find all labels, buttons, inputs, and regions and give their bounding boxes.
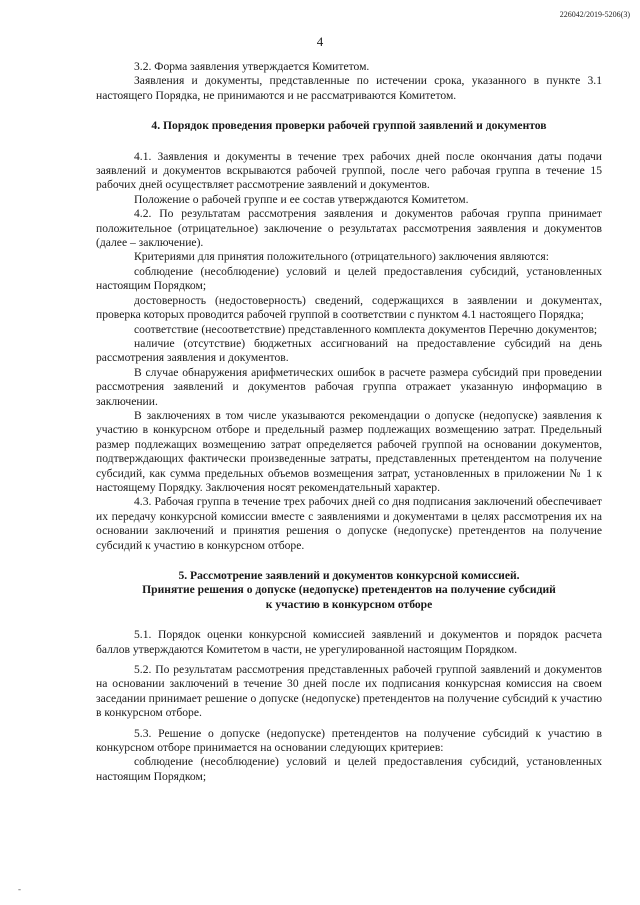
paragraph-arithmetic-errors: В случае обнаружения арифметических ошибок в расчете размера субсидий при проведении рассмотрения заявлений и документов рабочая группа отражает указанную информацию в заключении. xyxy=(96,365,602,408)
criterion-budget: наличие (отсутствие) бюджетных ассигнований на предоставление субсидий на день рассмотрения заявления и документов. xyxy=(96,336,602,365)
paragraph-criteria-intro: Критериями для принятия положительного (отрицательного) заключения являются: xyxy=(134,250,549,264)
paragraph-4-3: 4.3. Рабочая группа в течение трех рабочих дней со дня подписания заключений обеспечивает их передачу конкурсной комиссии вместе с заявлениями и документами в целях рассмотрения их на основании заключений и принятия решения о допуске (недопуске) претендентов на получение субсидий к участию в конкурсном отборе. xyxy=(96,495,602,552)
paragraph-conclusions: В заключениях в том числе указываются рекомендации о допуске (недопуске) заявления к участию в конкурсном отборе и предельный размер подлежащих возмещению затрат. Предельный размер подлежащих возмещению затрат определяется рабочей группой на основании документов, подтверждающих фактически произведенные затраты, представленных претендентом на получение субсидий, как сумма предельных объемов возмещения затрат, установленных в приложении № 1 к настоящему Порядку. Заключения носят рекомендательный характер. xyxy=(96,408,602,494)
criterion-5-3-conditions: соблюдение (несоблюдение) условий и целей предоставления субсидий, установленных настоящим Порядком; xyxy=(96,755,602,783)
criterion-reliability: достоверность (недостоверность) сведений, содержащихся в заявлении и документах, проверка которых проводится рабочей группой в соответствии с пунктом 4.1 настоящего Порядка; xyxy=(96,293,602,322)
document-number: 226042/2019-5206(3) xyxy=(559,10,630,19)
document-body xyxy=(96,60,602,784)
page-number: 4 xyxy=(316,34,324,49)
section-4-heading: 4. Порядок проведения проверки рабочей группой заявлений и документов xyxy=(151,119,547,133)
section-5-heading-line-1: 5. Рассмотрение заявлений и документов конкурсной комиссией. xyxy=(178,569,520,582)
paragraph-4-1: 4.1. Заявления и документы в течение трех рабочих дней после окончания даты подачи заявлений и документов вскрываются рабочей группой, после чего рабочая группа в течение 15 рабочих дней осуществляет рассмотрение заявлений и документов. xyxy=(96,149,602,192)
section-5-heading-line-2: Принятие решения о допуске (недопуске) претендентов на получение субсидий xyxy=(142,583,556,597)
paragraph-4-1-working-group: Положение о рабочей группе и ее состав утверждаются Комитетом. xyxy=(134,192,469,206)
paragraph-3-2: 3.2. Форма заявления утверждается Комитетом. xyxy=(134,60,370,73)
criterion-documents-set: соответствие (несоответствие) представленного комплекта документов Перечню документов; xyxy=(134,322,598,336)
paragraph-5-2: 5.2. По результатам рассмотрения представленных рабочей группой заявлений и документов на основании заключений в течение 30 дней после их подписания конкурсная комиссия на своем заседании принимает решение о допуске (недопуске) претендентов на получение субсидий к участию в конкурсном отборе. xyxy=(96,663,602,720)
margin-mark: - xyxy=(18,884,21,894)
paragraph-4-2: 4.2. По результатам рассмотрения заявления и документов рабочая группа принимает положительное (отрицательное) заключение о результатах рассмотрения заявления и документов (далее – заключение). xyxy=(96,207,602,250)
paragraph-3-2-late-docs: Заявления и документы, представленные по истечении срока, указанного в пункте 3.1 настоящего Порядка, не принимаются и не рассматриваются Комитетом. xyxy=(96,74,602,102)
section-5-heading-line-3: к участию в конкурсном отборе xyxy=(265,597,433,611)
paragraph-5-3: 5.3. Решение о допуске (недопуске) претендентов на получение субсидий к участию в конкурсном отборе принимается на основании следующих критериев: xyxy=(96,726,602,755)
criterion-conditions: соблюдение (несоблюдение) условий и целей предоставления субсидий, установленных настоящим Порядком; xyxy=(96,264,602,293)
section-5-heading xyxy=(96,569,602,612)
paragraph-5-1: 5.1. Порядок оценки конкурсной комиссией заявлений и документов и порядок расчета баллов утверждаются Комитетом в части, не урегулированной настоящим Порядком. xyxy=(96,628,602,656)
